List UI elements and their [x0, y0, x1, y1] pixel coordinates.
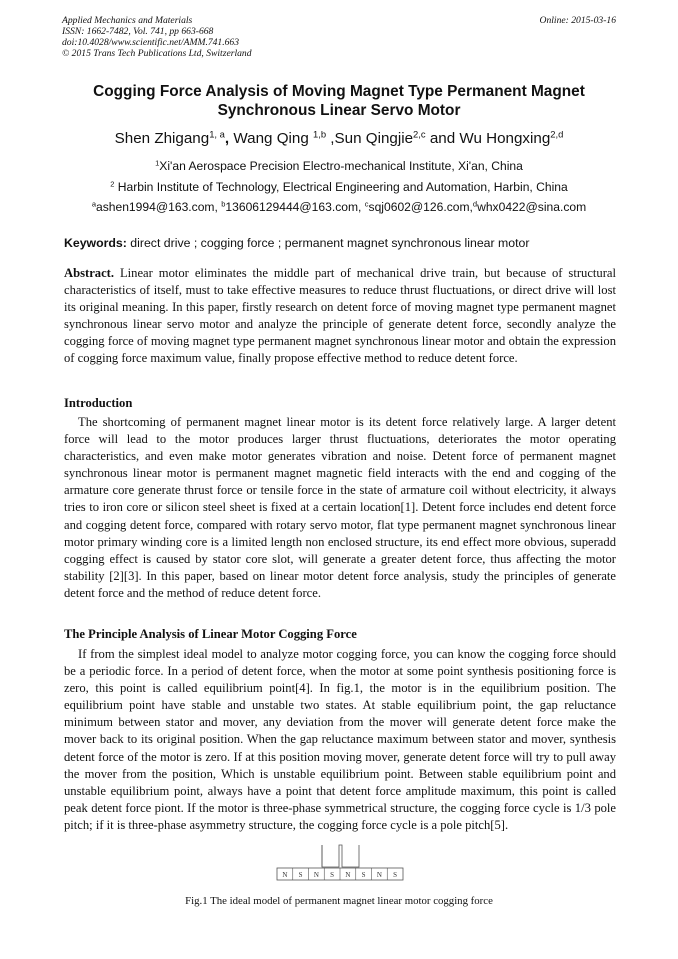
- figure-1: [274, 843, 406, 893]
- magnet-pole-label: S: [298, 871, 303, 879]
- magnet-pole-label: N: [376, 871, 382, 879]
- abstract-text: Linear motor eliminates the middle part of mechanical drive train, but because of structural characteristics of itself, must to take effective measures to reduce thrust fluctuations, or direct drive will lost its original meaning. In this paper, firstly research on detent force of moving magnet type permanent magnet synchronous linear servo motor and analyze the principle of generate detent force, secondly analyze the cogging force of moving magnet type permanent magnet synchronous linear motor and obtain the expression of cogging force maximum value, finally propose effective method to reduce detent force.: [64, 266, 616, 366]
- principle-body: If from the simplest ideal model to analyze motor cogging force, you can know the cogging force should be a periodic force. In a period of detent force, when the motor at some point synthesis positioning force is zero, this point is called equilibrium point[4]. In fig.1, the motor is in the equilibrium position. The equilibrium point have stable and unstable two states. At stable equilibrium point, the gap reluctance minimum between stator and mover, any deviation from the mover will generate detent force make the mover back to its original position. When the gap reluctance maximum between stator and mover, synthesis detent force of the motor is zero. If at this position moving mover, generate detent force will try to pull away the mover from the position, Which is unstable equilibrium point. Between stable equilibrium point and unstable equilibrium point, always have a point that detent force amplitude maximum, this point is called peak detent force piont. If the motor is three-phase symmetrical structure, the cogging force cycle is 1/3 pole pitch; if it is three-phase asymmetry structure, the cogging force cycle is a pole pitch[5].: [64, 647, 616, 832]
- email-d[interactable]: whx0422@sina.com: [477, 200, 587, 214]
- author-emails: [62, 200, 616, 215]
- author-2-marker: 1,b: [313, 128, 327, 140]
- author-4: and Wu Hongxing: [425, 130, 551, 147]
- online-date: Online: 2015-03-16: [539, 15, 616, 26]
- journal-name: Applied Mechanics and Materials: [62, 15, 193, 26]
- email-a-marker: a: [91, 199, 96, 209]
- author-2: Wang Qing: [229, 130, 313, 147]
- copyright-line: © 2015 Trans Tech Publications Ltd, Switzerland: [62, 48, 252, 59]
- author-1-marker: 1, a: [209, 128, 225, 140]
- author-3: ,Sun Qingjie: [326, 130, 414, 147]
- journal-header: [62, 15, 616, 59]
- keywords-text: direct drive ; cogging force ; permanent magnet synchronous linear motor: [126, 236, 530, 250]
- affiliation-1-text: Xi'an Aerospace Precision Electro-mechanical Institute, Xi'an, China: [159, 159, 523, 173]
- affiliation-2: [62, 180, 616, 195]
- email-d-marker: d: [472, 199, 478, 209]
- author-3-marker: 2,c: [413, 128, 426, 140]
- doi-line: doi:10.4028/www.scientific.net/AMM.741.663: [62, 37, 240, 48]
- email-a[interactable]: ashen1994@163.com,: [95, 200, 222, 214]
- magnet-pole-label: N: [282, 871, 288, 879]
- abstract-label: Abstract.: [64, 266, 115, 280]
- email-b[interactable]: 13606129444@163.com,: [225, 200, 365, 214]
- magnet-pole-label: N: [345, 871, 351, 879]
- stator-teeth: [322, 845, 359, 867]
- paper-title: [62, 82, 616, 120]
- affiliation-2-marker: 2: [110, 179, 115, 189]
- magnet-pole-label: S: [330, 871, 335, 879]
- title-line-2: Synchronous Linear Servo Motor: [217, 102, 461, 119]
- affiliation-1: [62, 159, 616, 174]
- author-separator: ,: [224, 130, 230, 147]
- author-4-marker: 2,d: [550, 128, 564, 140]
- magnet-pole-label: N: [313, 871, 319, 879]
- keywords: [64, 236, 616, 251]
- affiliation-1-marker: 1: [155, 158, 160, 168]
- email-c[interactable]: sqj0602@126.com,: [368, 200, 473, 214]
- issn-line: ISSN: 1662-7482, Vol. 741, pp 663-668: [62, 26, 214, 37]
- affiliation-2-text: Harbin Institute of Technology, Electrical Engineering and Automation, Harbin, China: [114, 180, 568, 194]
- author-list: [62, 130, 616, 148]
- email-c-marker: c: [364, 199, 369, 209]
- cogging-model-diagram: [274, 843, 406, 893]
- magnet-pole-label: S: [361, 871, 366, 879]
- email-b-marker: b: [221, 199, 226, 209]
- figure-caption: Fig.1 The ideal model of permanent magnet linear motor cogging force: [185, 895, 493, 907]
- abstract: [64, 265, 616, 368]
- author-1: Shen Zhigang: [114, 130, 210, 147]
- magnet-dividers: [293, 868, 388, 880]
- keywords-label: Keywords:: [64, 236, 127, 250]
- magnet-pole-label: S: [393, 871, 398, 879]
- introduction-heading: Introduction: [64, 396, 133, 410]
- principle-heading: The Principle Analysis of Linear Motor Cogging Force: [64, 627, 357, 641]
- title-line-1: Cogging Force Analysis of Moving Magnet Type Permanent Magnet: [93, 83, 585, 100]
- introduction-body: The shortcoming of permanent magnet linear motor is its detent force relatively large. A larger detent force will lead to the motor produces larger thrust fluctuations, deteriorates the motor operating characteristics, and even make motor generates vibration and noise. Detent force of permanent magnet synchronous linear motor is permanent magnet magnetic field interacts with the end and cogging of the armature core generate thrust force or tensile force in the state of armature coil without electricity, it always tries to iron core or silicon steel sheet is fixed at a certain location[1]. Detent force includes end detent force and cogging detent force, compared with rotary servo motor, flat type permanent magnet synchronous linear motor primary winding core is a limited length non enclosed structure, its end effect more obvious, superadd cogging effect is caused by stator core slot, will generate a greater detent force, thus affecting the motor stability [2][3]. In this paper, based on linear motor detent force analysis, study the principles of generate detent force and the method of reduce detent force.: [64, 415, 616, 600]
